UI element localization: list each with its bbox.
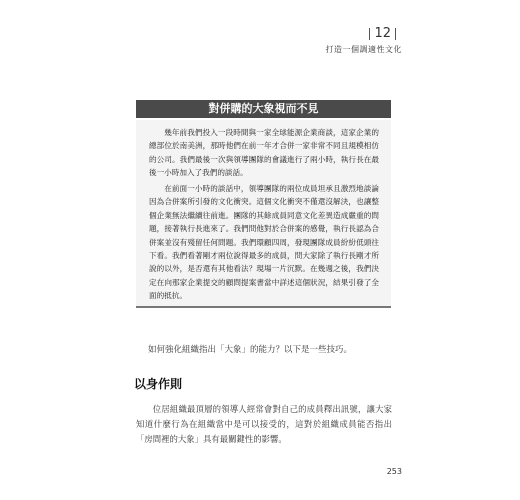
sidebar-title: 對併購的大象視而不見: [136, 100, 391, 118]
sidebar-paragraph: 在前面一小時的談話中，領導團隊的兩位成員坦承且激烈地談論因為合併案所引發的文化衝突。這個文化衝突不僅還沒解決，也讓整個企業無法繼續往前進。團隊的其餘成員同意文化差異造成嚴重的問題，接著執行長進來了。我們問他對於合併案的感覺，執行長認為合併案並沒有殘留任何問題。我們環顧四周，發現團隊成員紛紛低頭往下看。我們看著剛才兩位說得最多的成員，問大家除了執行長剛才所說的以外，是否還有其他看法？現場一片沉默。在幾週之後，我們決定在向那家企業提交的顧問提案書當中詳述這個狀況，結果引發了全面的抵抗。: [149, 184, 379, 301]
sidebar-paragraph: 幾年前我們投入一段時間與一家全球能源企業商談，這家企業的總部位於南美洲，那時他們在前一年才合併一家非常不同且規模相仿的公司。我們最後一次與領導團隊的會議進行了兩小時，執行長在最後一小時加入了我們的談話。: [149, 128, 379, 178]
header-divider-left: [369, 28, 370, 40]
sidebar-bottom-rule: [136, 306, 391, 308]
chapter-number: [365, 26, 400, 41]
section-heading: 以身作則: [134, 377, 183, 391]
header-divider-right: [395, 28, 396, 40]
body-paragraph: 位居組織最頂層的領導人經常會對自己的成員釋出訊號，讓大家知道什麼行為在組織當中是可以接受的，這對於組織成員能否指出「房間裡的大象」具有最關鍵性的影響。: [136, 404, 392, 444]
intro-question: 如何強化組織指出「大象」的能力？以下是一些技巧。: [148, 345, 353, 355]
page-number: 253: [386, 467, 402, 476]
chapter-number-text: 12: [374, 26, 391, 41]
chapter-title: 打造一個調適性文化: [325, 45, 402, 54]
